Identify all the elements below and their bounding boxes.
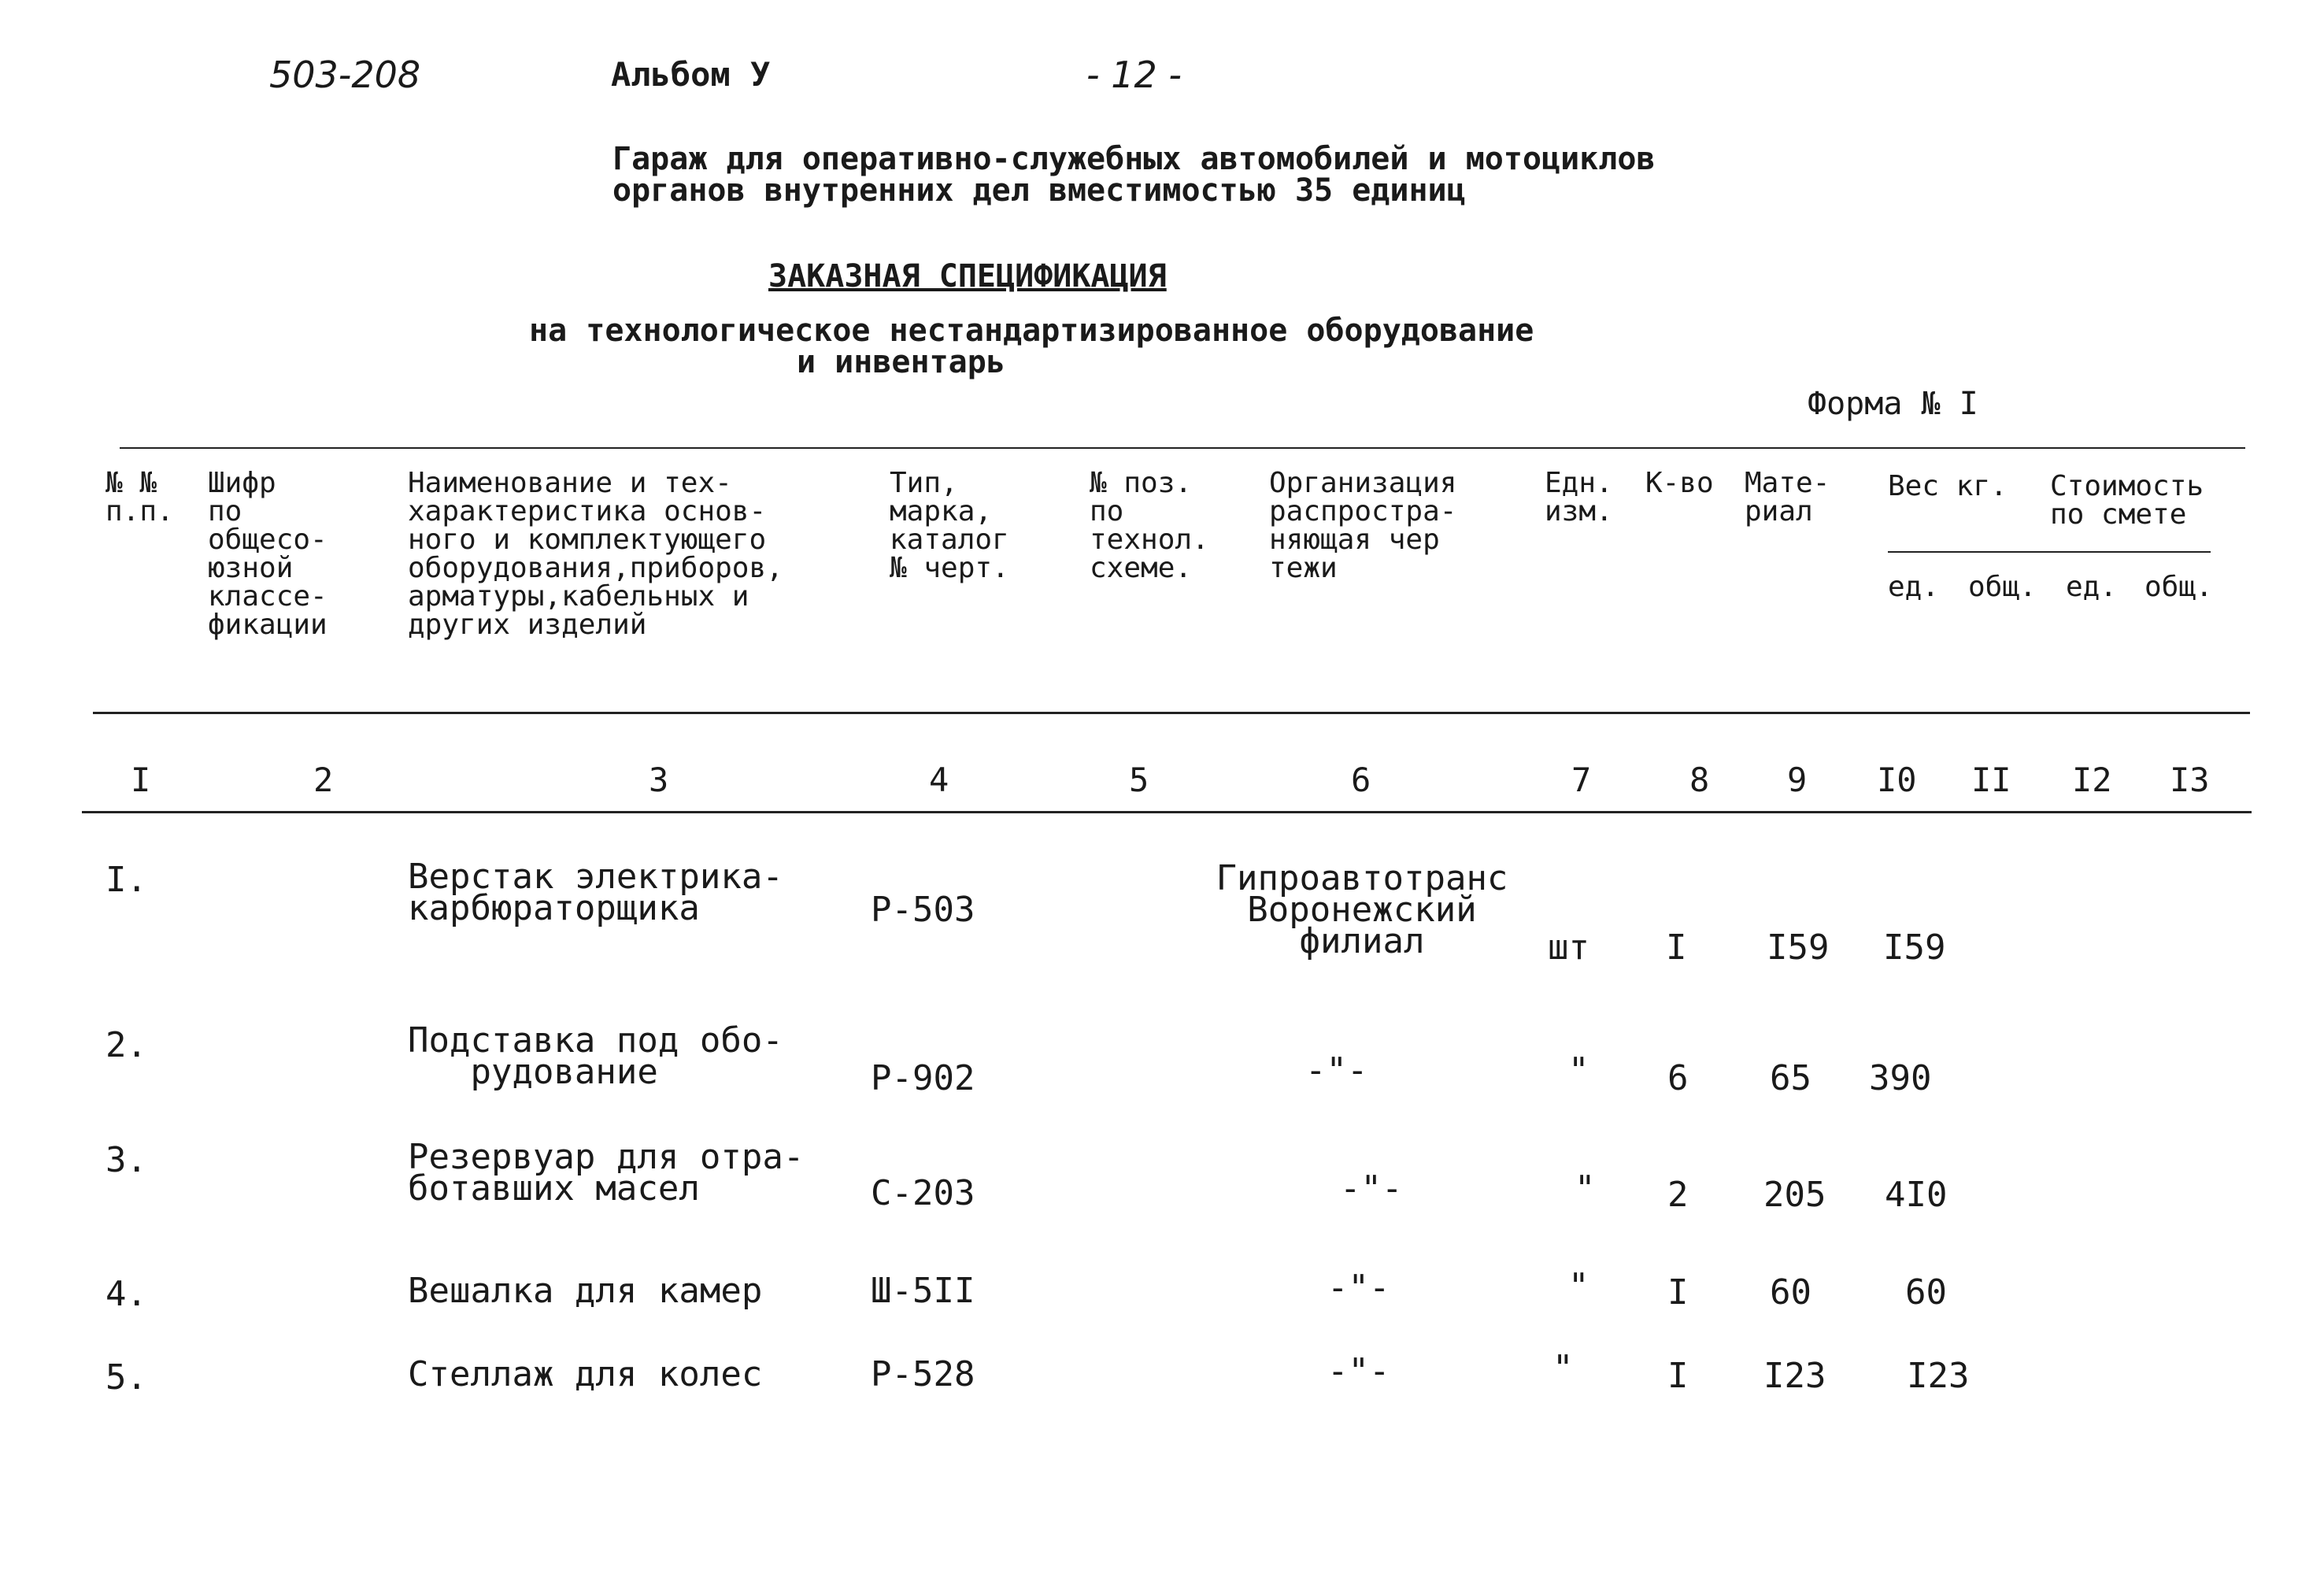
item-qty: I (1667, 1356, 1689, 1396)
header-col-13: общ. (2145, 571, 2213, 603)
item-material: I23 (1763, 1356, 1826, 1396)
item-type: Р-503 (871, 890, 975, 930)
item-unit: " (1575, 1168, 1596, 1209)
item-name: Верстак электрика- карбюраторщика (408, 857, 783, 928)
spec-subtitle-line-1: на технологическое нестандартизированное оборудование (529, 313, 1534, 349)
item-qty: I (1667, 1272, 1689, 1313)
item-weight: I59 (1883, 927, 1946, 968)
item-unit: шт (1548, 927, 1589, 968)
item-type: С-203 (871, 1173, 975, 1213)
header-col-2: Шифр по общесо- юзной классе- фикации (208, 467, 328, 641)
item-qty: 6 (1667, 1058, 1689, 1098)
header-weight: Вес кг. (1888, 470, 2008, 502)
column-number: 3 (649, 761, 669, 799)
item-material: I59 (1767, 927, 1830, 968)
item-unit: " (1552, 1348, 1574, 1388)
item-qty: 2 (1667, 1175, 1689, 1215)
header-col-9: Мате- риал (1745, 467, 1830, 528)
item-type: Р-528 (871, 1354, 975, 1394)
header-col-10: ед. (1888, 571, 1940, 603)
column-number: 6 (1351, 761, 1371, 799)
column-number: I2 (2072, 761, 2112, 799)
row-number: 4. (105, 1274, 147, 1314)
row-number: 5. (105, 1357, 147, 1398)
item-org: -"- (1305, 1050, 1368, 1090)
spec-title: ЗАКАЗНАЯ СПЕЦИФИКАЦИЯ (768, 258, 1167, 294)
form-number: Форма № I (1808, 386, 1978, 422)
document-title (612, 141, 1656, 209)
item-name: Вешалка для камер (408, 1271, 763, 1311)
header-col-3: Наименование и тех- характеристика основ- ного и комплектующего оборудования,приборов, арматуры,кабельных и других изделий (408, 467, 783, 641)
page-number: - 12 - (1086, 54, 1182, 96)
title-line-2: органов внутренних дел вместимостью 35 единиц (612, 172, 1466, 209)
header-col-11: общ. (1968, 571, 2037, 603)
item-material: 65 (1770, 1058, 1811, 1098)
album-label: Альбом У (611, 55, 771, 94)
column-number: I0 (1877, 761, 1917, 799)
title-line-1: Гараж для оперативно-служебных автомобилей и мотоциклов (612, 141, 1656, 177)
header-cost: Стоимость по смете (2050, 470, 2204, 531)
item-name: Стеллаж для колес (408, 1354, 763, 1394)
column-number: I3 (2170, 761, 2210, 799)
header-col-8: К-во (1645, 467, 1714, 499)
row-number: 2. (105, 1025, 147, 1065)
item-material: 205 (1763, 1175, 1826, 1215)
item-org: Гипроавтотранс Воронежский филиал (1216, 858, 1508, 961)
item-name: Подставка под обо- рудование (408, 1020, 783, 1092)
item-weight: I23 (1907, 1356, 1970, 1396)
column-number: I (131, 761, 151, 799)
column-number: 9 (1787, 761, 1808, 799)
item-material: 60 (1770, 1272, 1811, 1313)
item-org: -"- (1327, 1268, 1390, 1308)
column-number: 2 (313, 761, 334, 799)
item-weight: 60 (1905, 1272, 1947, 1313)
table-top-rule (120, 447, 2245, 449)
row-number: I. (105, 860, 147, 900)
column-number: 8 (1689, 761, 1710, 799)
header-bottom-rule (93, 712, 2250, 714)
spec-subtitle-line-2: и инвентарь (797, 344, 1005, 380)
row-number: 3. (105, 1140, 147, 1180)
header-col-6: Организация распростра- няющая чер тежи (1269, 467, 1457, 584)
column-number: 4 (929, 761, 949, 799)
header-col-4: Тип, марка, каталог № черт. (890, 467, 1009, 584)
item-unit: " (1568, 1050, 1589, 1090)
header-col-7: Едн. изм. (1545, 467, 1613, 528)
column-number-rule (82, 811, 2252, 813)
item-unit: " (1568, 1266, 1589, 1306)
subheader-rule (1888, 551, 2211, 553)
item-weight: 390 (1869, 1058, 1932, 1098)
column-number: 5 (1129, 761, 1149, 799)
item-name: Резервуар для отра- ботавших масел (408, 1137, 805, 1209)
column-number: II (1971, 761, 2011, 799)
column-number: 7 (1571, 761, 1592, 799)
sheet-code: 503-208 (269, 54, 421, 96)
header-col-12: ед. (2066, 571, 2118, 603)
item-org: -"- (1340, 1168, 1403, 1209)
item-org: -"- (1327, 1351, 1390, 1391)
header-col-5: № поз. по технол. схеме. (1090, 467, 1209, 584)
item-weight: 4I0 (1885, 1175, 1948, 1215)
item-type: Р-902 (871, 1058, 975, 1098)
item-type: Ш-5II (871, 1271, 975, 1311)
item-qty: I (1666, 927, 1687, 968)
spec-subtitle (529, 315, 1534, 378)
header-col-1: № № п.п. (105, 467, 174, 528)
